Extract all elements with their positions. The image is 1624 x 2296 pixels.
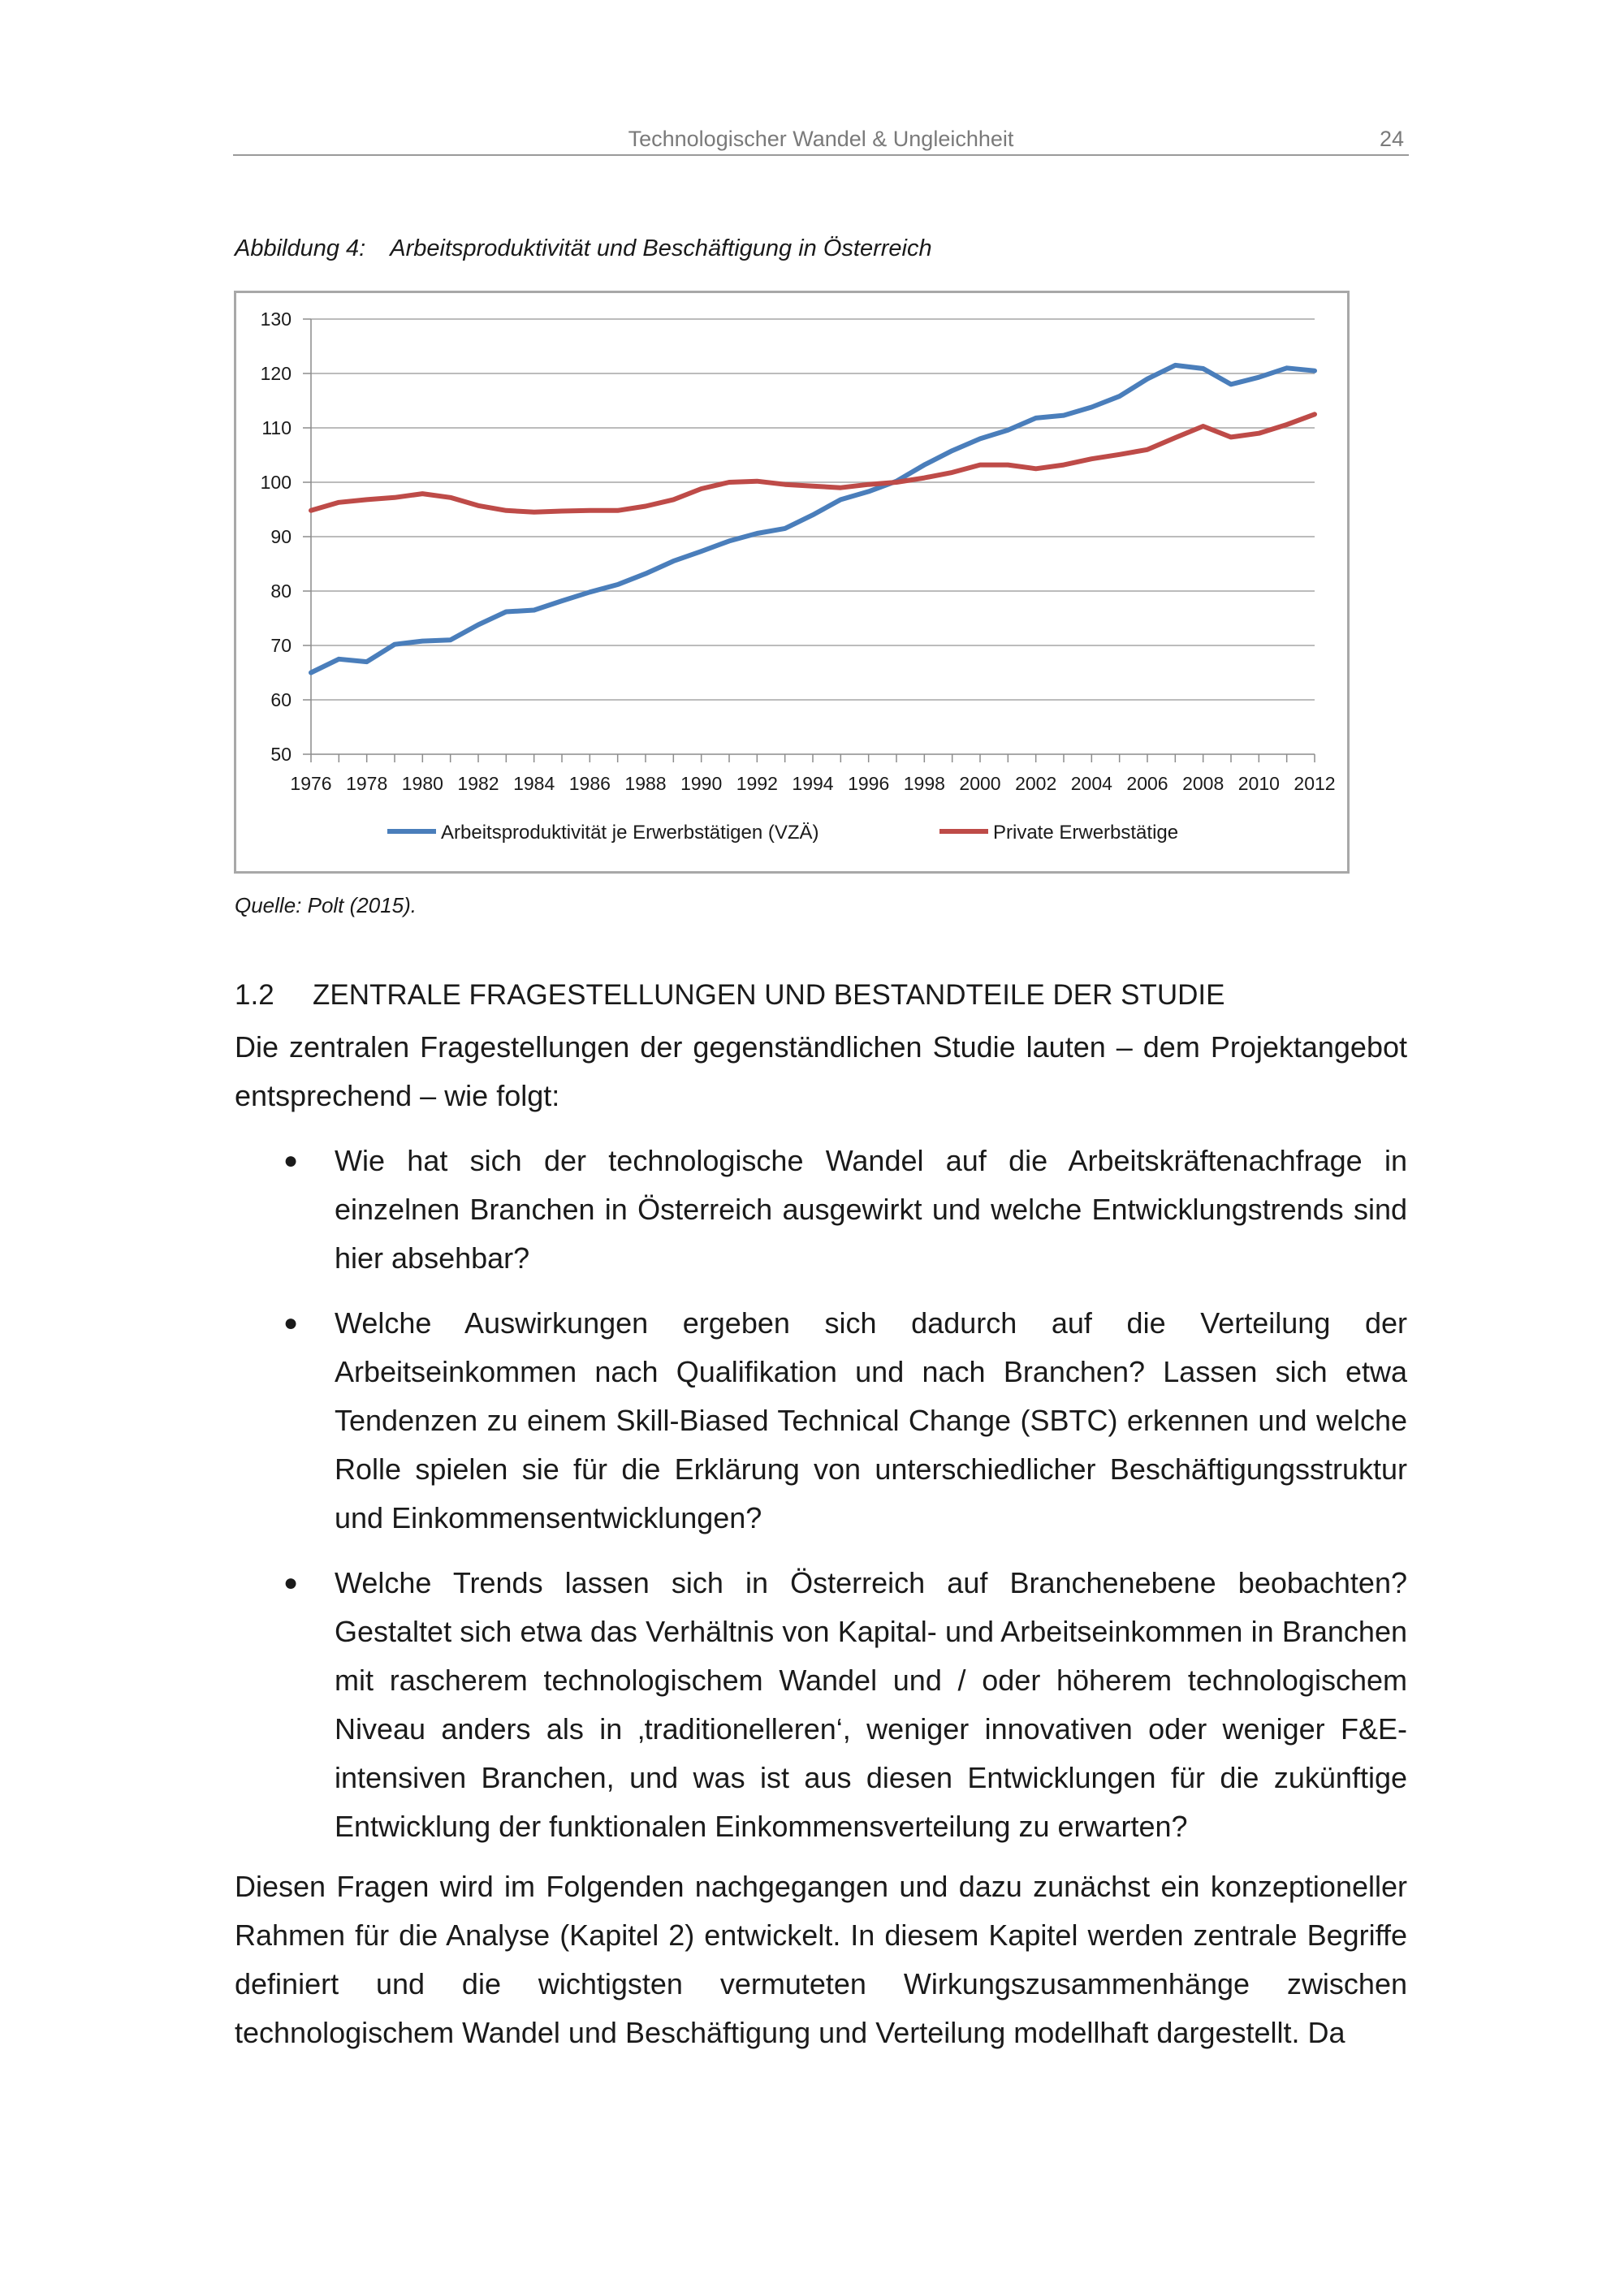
x-tick-label: 2000 bbox=[959, 773, 1001, 794]
y-tick-label: 70 bbox=[270, 635, 292, 656]
y-tick-label: 130 bbox=[260, 309, 292, 330]
figure-title: Arbeitsproduktivität und Beschäftigung in Österreich bbox=[390, 235, 932, 261]
x-tick-label: 2012 bbox=[1294, 773, 1336, 794]
x-tick-label: 1986 bbox=[568, 773, 611, 794]
intro-paragraph: Die zentralen Fragestellungen der gegenständlichen Studie lauten – dem Projektangebot entsprechend – wie folgt: bbox=[235, 1030, 1407, 1112]
section-number: 1.2 bbox=[235, 979, 274, 1011]
x-tick-label: 1990 bbox=[680, 773, 723, 794]
y-tick-label: 60 bbox=[270, 689, 292, 710]
series-line-2 bbox=[311, 414, 1315, 512]
x-tick-label: 1988 bbox=[624, 773, 667, 794]
y-tick-label: 50 bbox=[270, 744, 292, 765]
figure-source: Quelle: Polt (2015). bbox=[235, 893, 417, 917]
list-item bbox=[235, 1559, 1407, 1851]
x-tick-label: 2002 bbox=[1015, 773, 1057, 794]
x-tick-label: 2004 bbox=[1070, 773, 1112, 794]
figure-caption bbox=[235, 235, 932, 262]
x-tick-label: 1998 bbox=[903, 773, 945, 794]
bullet-text: Welche Trends lassen sich in Österreich auf Branchenebene beobachten? Gestaltet sich etwa das Verhältnis von Kapital- und Arbeitseinkommen in Branchen mit rascherem technologischem Wandel und / oder höherem technologischem Niveau anders als in ‚traditionelleren‘, weniger innovativen oder weniger F&E-intensiven Branchen, und was ist aus diesen Entwicklungen für die zukünftige Entwicklung der funktionalen Einkommensverteilung zu erwarten? bbox=[335, 1566, 1407, 1843]
legend-label: Arbeitsproduktivität je Erwerbstätigen (VZÄ) bbox=[441, 822, 819, 844]
x-tick-label: 1992 bbox=[736, 773, 778, 794]
bullet-list bbox=[235, 1137, 1407, 1867]
chart-container bbox=[234, 291, 1350, 874]
legend-label: Private Erwerbstätige bbox=[993, 822, 1179, 844]
y-tick-label: 110 bbox=[261, 417, 292, 438]
x-tick-label: 2006 bbox=[1126, 773, 1168, 794]
header-title: Technologischer Wandel & Ungleichheit bbox=[628, 127, 1014, 151]
y-tick-label: 80 bbox=[270, 580, 292, 602]
x-tick-label: 1978 bbox=[346, 773, 388, 794]
x-tick-label: 2008 bbox=[1182, 773, 1224, 794]
section-heading bbox=[235, 979, 1224, 1012]
x-tick-label: 2010 bbox=[1237, 773, 1280, 794]
section-title: ZENTRALE FRAGESTELLUNGEN UND BESTANDTEILE DER STUDIE bbox=[313, 979, 1225, 1011]
line-chart bbox=[236, 293, 1347, 871]
y-tick-label: 100 bbox=[260, 472, 292, 493]
page-number: 24 bbox=[1379, 127, 1404, 151]
x-tick-label: 1982 bbox=[457, 773, 499, 794]
y-tick-label: 120 bbox=[260, 363, 292, 384]
list-item bbox=[235, 1299, 1407, 1543]
bullet-icon: ● bbox=[283, 1310, 299, 1336]
bullet-text: Welche Auswirkungen ergeben sich dadurch auf die Verteilung der Arbeitseinkommen nach Qualifikation und nach Branchen? Lassen sich etwa Tendenzen zu einem Skill-Biased Technical Change (SBTC) erkennen und welche Rolle spielen sie für die Erklärung von unterschiedlicher Beschäftigungsstruktur und Einkommensentwicklungen? bbox=[335, 1306, 1407, 1534]
x-tick-label: 1976 bbox=[290, 773, 332, 794]
series-line-1 bbox=[311, 365, 1315, 673]
x-tick-label: 1984 bbox=[513, 773, 555, 794]
x-tick-label: 1994 bbox=[792, 773, 834, 794]
bullet-icon: ● bbox=[283, 1147, 299, 1174]
x-tick-label: 1996 bbox=[848, 773, 890, 794]
x-tick-label: 1980 bbox=[401, 773, 443, 794]
bullet-text: Wie hat sich der technologische Wandel auf die Arbeitskräftenachfrage in einzelnen Branchen in Österreich ausgewirkt und welche Entwicklungstrends sind hier absehbar? bbox=[335, 1144, 1407, 1275]
closing-paragraph: Diesen Fragen wird im Folgenden nachgegangen und dazu zunächst ein konzeptioneller Rahmen für die Analyse (Kapitel 2) entwickelt. In diesem Kapitel werden zentrale Begriffe definiert und die wichtigsten vermuteten Wirkungszusammenhänge zwischen technologischem Wandel und Beschäftigung und Verteilung modellhaft dargestellt. Da bbox=[235, 1870, 1407, 2049]
figure-label: Abbildung 4: bbox=[235, 235, 366, 261]
y-tick-label: 90 bbox=[270, 526, 292, 547]
bullet-icon: ● bbox=[283, 1569, 299, 1596]
page-header bbox=[233, 123, 1409, 156]
list-item bbox=[235, 1137, 1407, 1283]
